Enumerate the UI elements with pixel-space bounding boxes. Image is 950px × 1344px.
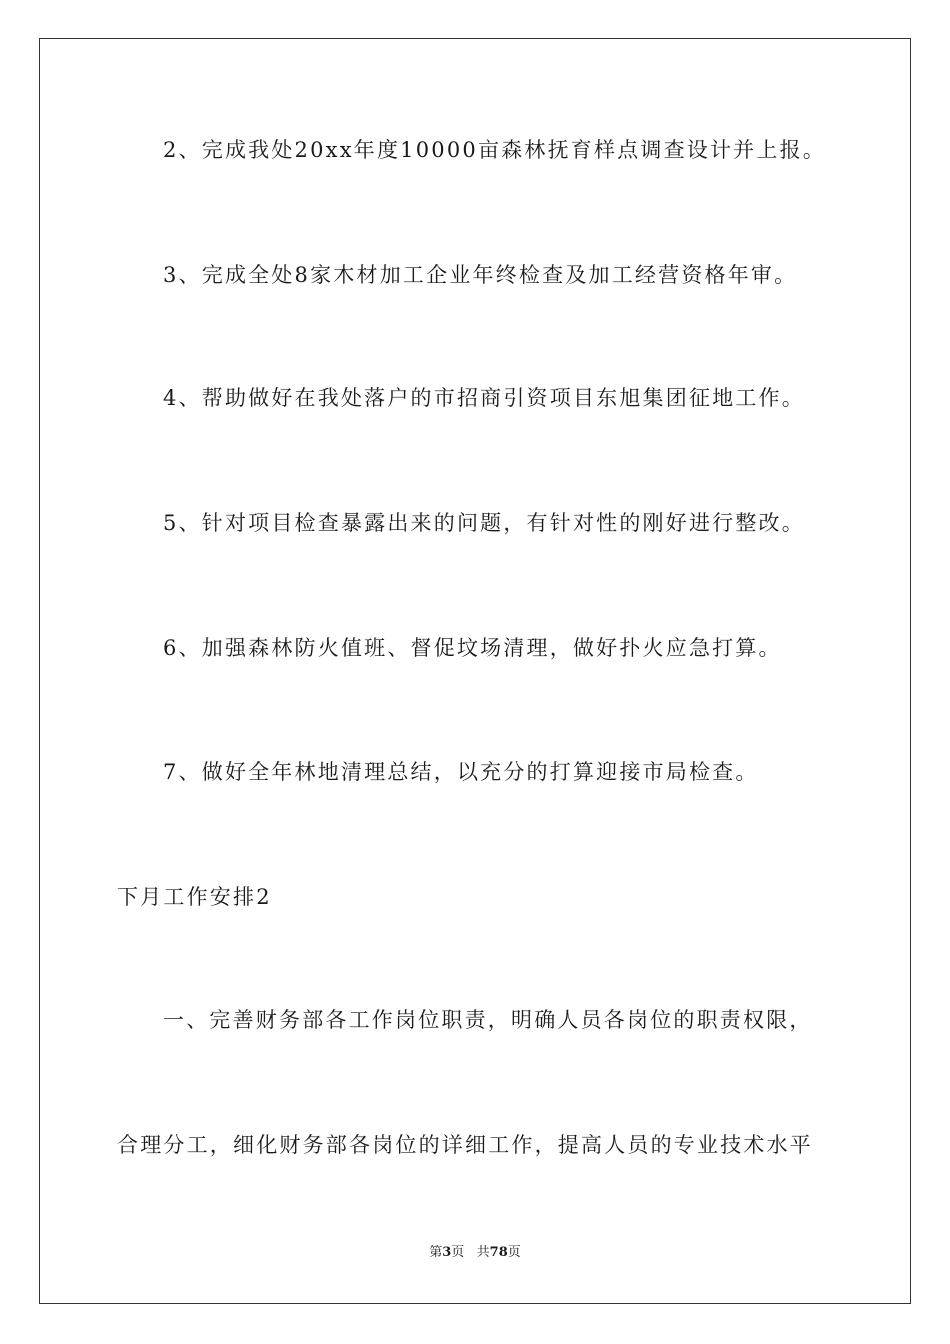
footer-prefix: 第 bbox=[429, 1245, 443, 1260]
list-item: 2、完成我处20xx年度10000亩森林抚育样点调查设计并上报。 bbox=[163, 138, 826, 162]
current-page-number: 3 bbox=[442, 1245, 452, 1260]
list-item: 5、针对项目检查暴露出来的问题，有针对性的刚好进行整改。 bbox=[163, 511, 805, 535]
list-item: 4、帮助做好在我处落户的市招商引资项目东旭集团征地工作。 bbox=[163, 386, 805, 410]
list-item: 3、完成全处8家木材加工企业年终检查及加工经营资格年审。 bbox=[163, 263, 798, 287]
section-heading: 下月工作安排2 bbox=[117, 885, 272, 909]
footer-suffix: 页 bbox=[507, 1245, 521, 1260]
page-border bbox=[39, 38, 911, 1304]
list-item: 6、加强森林防火值班、督促坟场清理，做好扑火应急打算。 bbox=[163, 636, 782, 660]
paragraph-line: 一、完善财务部各工作岗位职责，明确人员各岗位的职责权限， bbox=[163, 1008, 813, 1032]
total-pages-number: 78 bbox=[489, 1245, 508, 1260]
footer-middle: 页 共 bbox=[451, 1245, 490, 1260]
list-item: 7、做好全年林地清理总结，以充分的打算迎接市局检查。 bbox=[163, 760, 759, 784]
page-footer bbox=[0, 1244, 950, 1262]
paragraph-line: 合理分工，细化财务部各岗位的详细工作，提高人员的专业技术水平 bbox=[117, 1133, 813, 1157]
